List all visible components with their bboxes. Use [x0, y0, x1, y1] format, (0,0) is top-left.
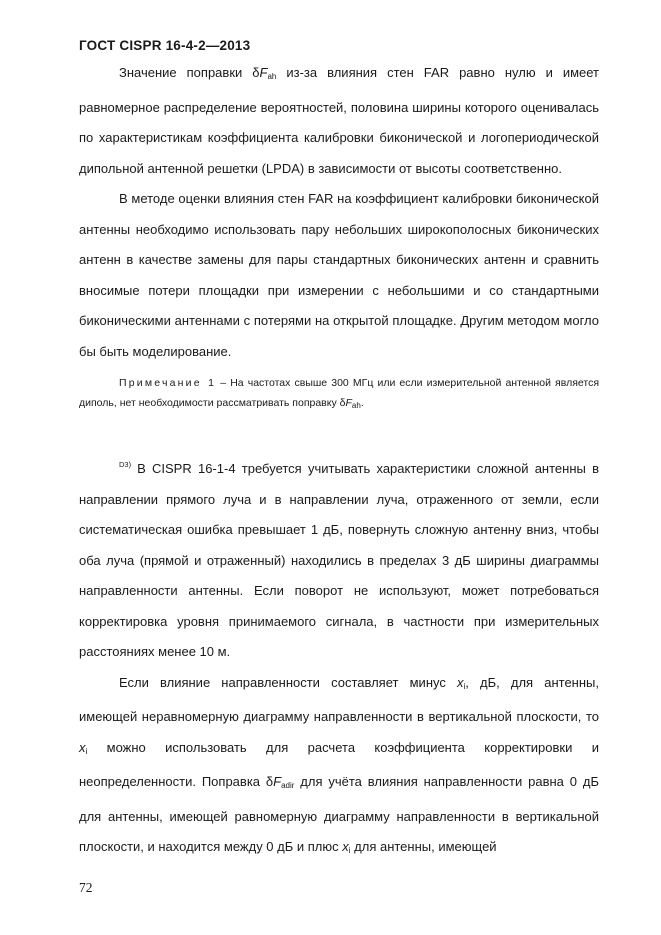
subscript: i	[463, 681, 466, 691]
paragraph-directivity	[79, 668, 599, 867]
paragraph-method: В методе оценки влияния стен FAR на коэффициент калибровки биконической антенны необходимо использовать пару небольших широкополосных биконических антенн в качестве замены для пары стандартных биконических антенн и сравнить вносимые потери площадки при измерении с небольшими и со стандартными биконическими антеннами с потерями на открытой площадке. Другим методом могло бы быть моделирование.	[79, 191, 599, 359]
variable: F	[345, 397, 352, 409]
footnote-marker: D3)	[119, 460, 132, 469]
subscript: ah	[351, 401, 361, 410]
subscript: i	[85, 746, 88, 756]
text-run: , дБ, для антенны, имеющей неравномерную диаграмму направленности в вертикальной плоскости, то	[79, 674, 599, 724]
variable: F	[273, 774, 282, 789]
note-text: – На частотах свыше 300 МГц или если измерительной антенной является диполь, нет необходимости рассматривать поправку δ	[79, 377, 600, 409]
note-end: .	[360, 397, 364, 409]
paragraph-complex-antenna	[79, 450, 599, 668]
text-run: Значение поправки δ	[119, 65, 260, 80]
text-run: можно использовать для расчета коэффициента корректировки и неопределенности. Поправка δ	[79, 739, 599, 789]
note	[79, 373, 599, 416]
text-run: из-за влияния стен FAR равно нулю и имеет равномерное распределение вероятностей, половина ширины которого оценивалась по характеристикам коэффициента калибровки биконической и логопериодической дипольной антенной решетки (LPDA) в зависимости от высоты соответственно.	[79, 65, 600, 176]
paragraph-far-correction	[79, 58, 599, 184]
subscript: i	[348, 846, 351, 855]
text-run: Если влияние направленности составляет минус	[119, 674, 457, 690]
text-run: для антенны, имеющей	[350, 839, 497, 854]
text-run: В CISPR 16-1-4 требуется учитывать характеристики сложной антенны в направлении прямого луча и в направлении луча, отраженного от земли, если систематическая ошибка превышает 1 дБ, повернуть сложную антенну вниз, чтобы оба луча (прямой и отраженный) находились в пределах 3 дБ ширины диаграммы направленности антенны. Если поворот не используют, может потребоваться корректировка уровня принимаемого сигнала, в частности при измерительных расстояниях менее 10 м.	[79, 461, 599, 659]
variable: x	[342, 839, 349, 854]
variable: x	[456, 674, 464, 690]
note-label: Примечание 1	[119, 377, 217, 389]
body-text	[79, 58, 599, 867]
page-number: 72	[79, 880, 93, 895]
variable: x	[79, 739, 86, 755]
variable: F	[259, 65, 268, 80]
subscript: ah	[267, 72, 277, 81]
subscript: adir	[281, 781, 295, 790]
text-run: для учёта влияния направленности равна 0 дБ для антенны, имеющей равномерную диаграмму направленности в вертикальной плоскости, и находится между 0 дБ и плюс	[79, 774, 599, 854]
document-header: ГОСТ CISPR 16-4-2—2013	[79, 38, 251, 53]
